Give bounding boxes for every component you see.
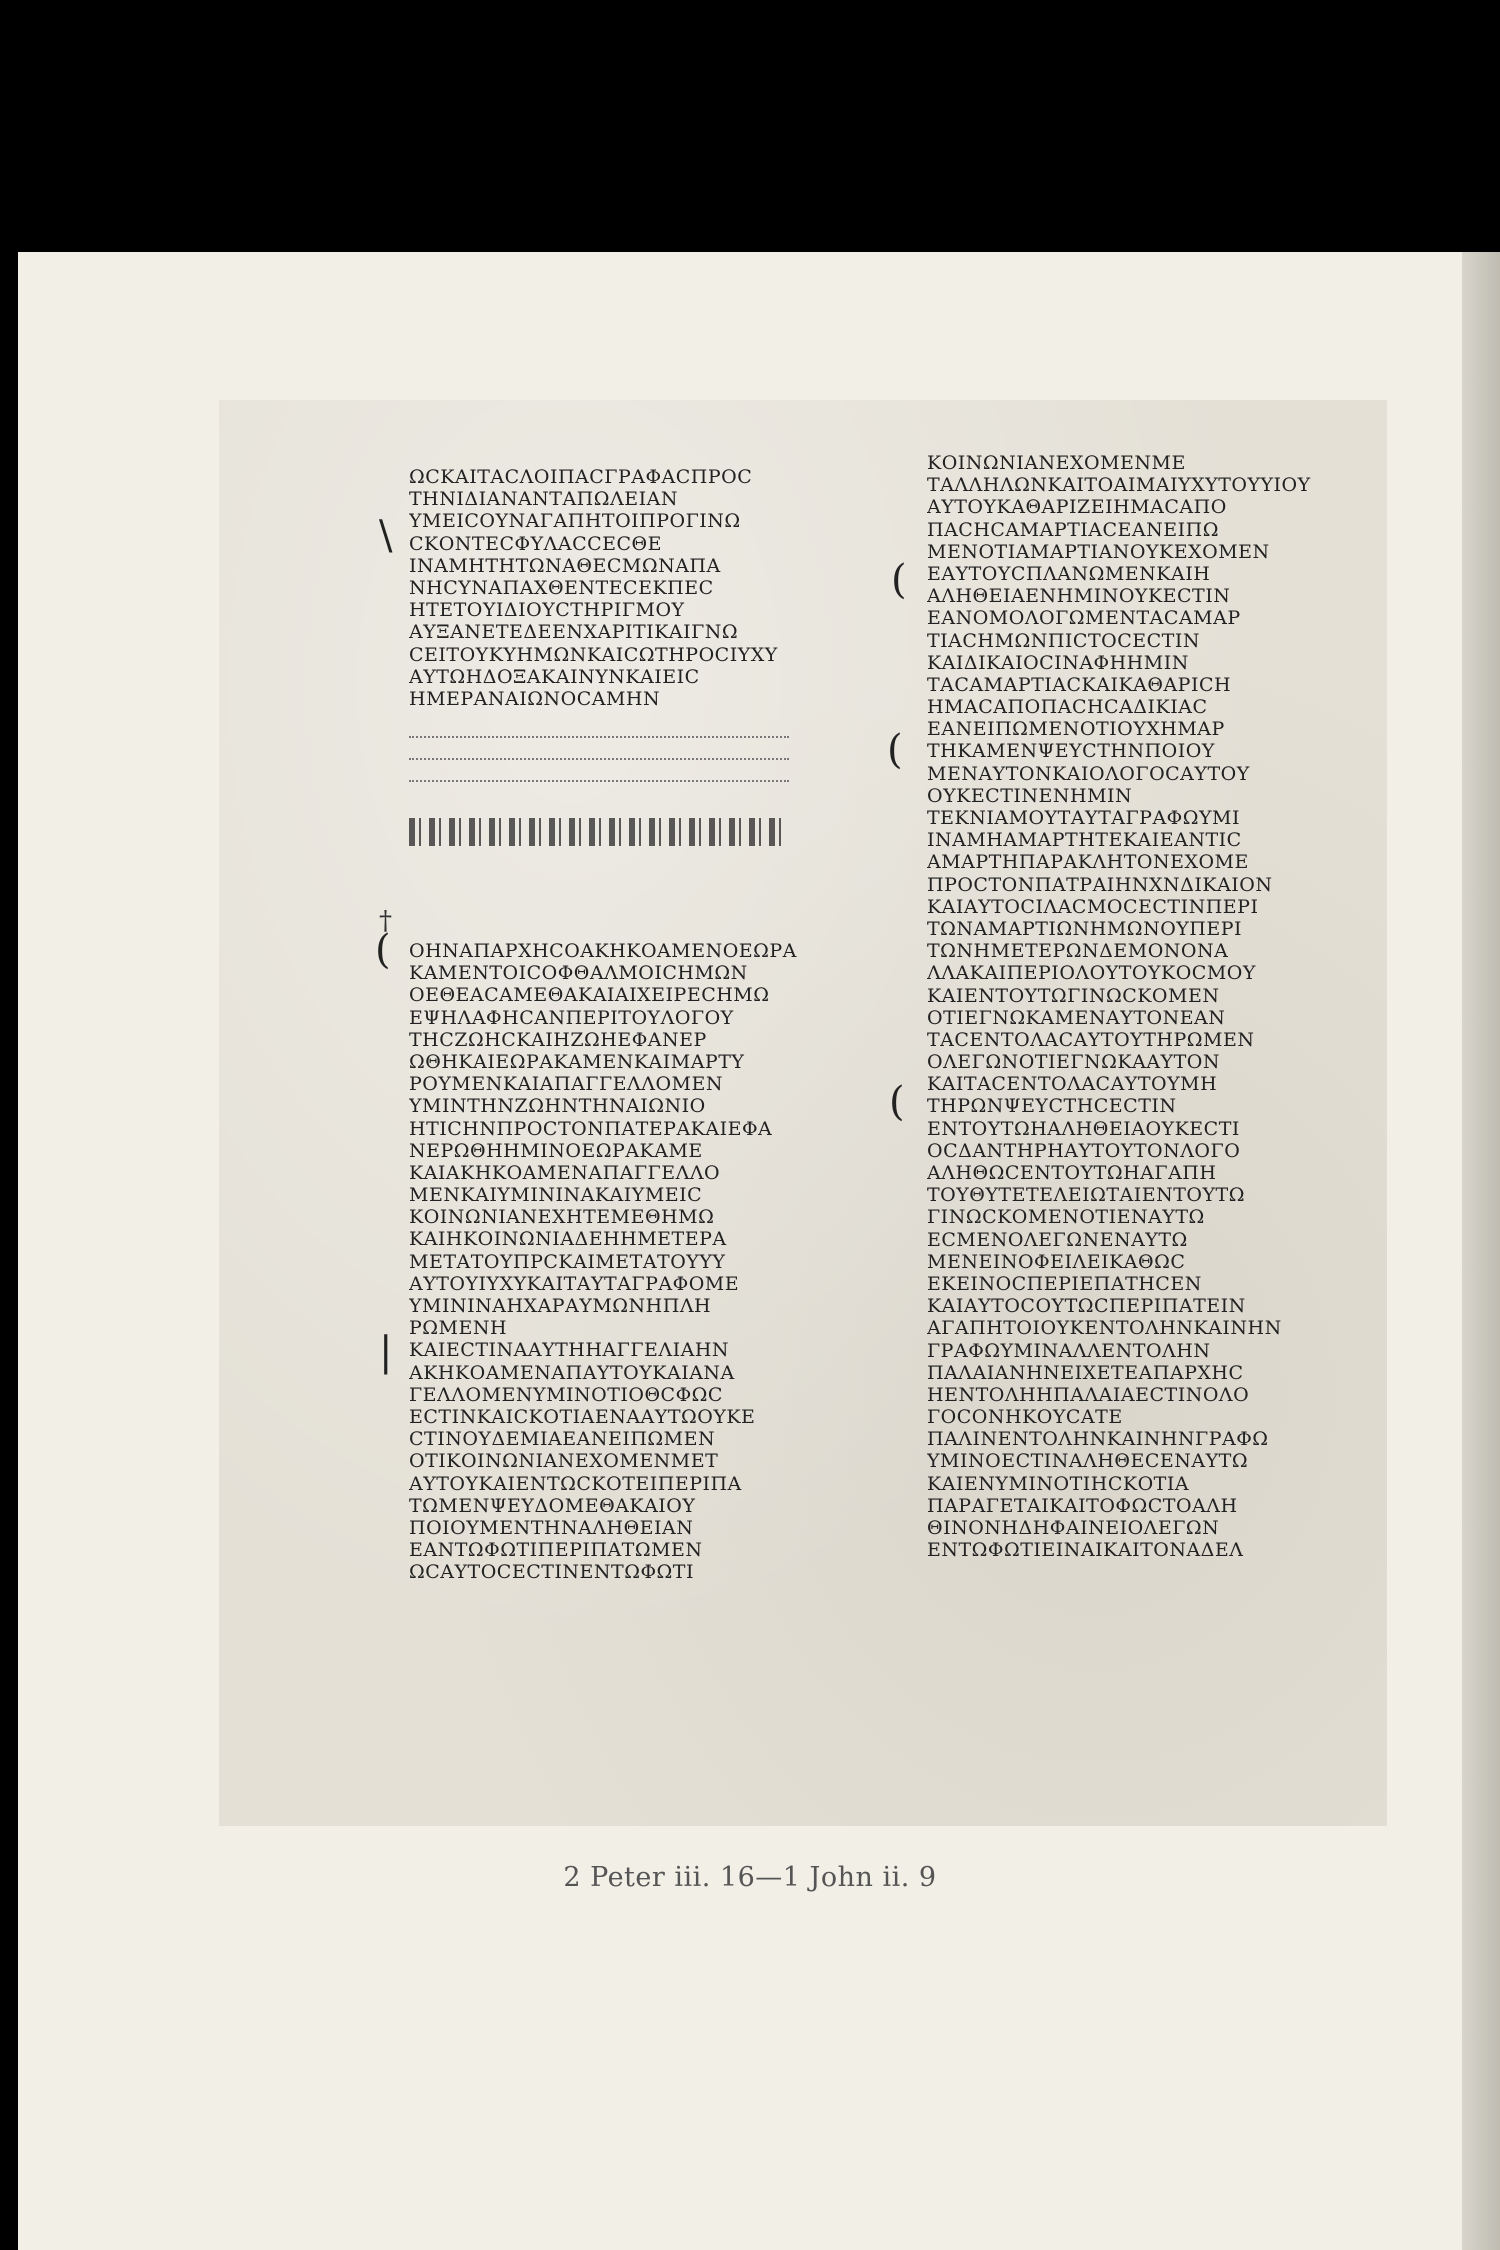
manuscript-line: ΕϹΤΙΝΚΑΙϹΚΟΤΙΑΕΝΑΑΥΤΩΟΥΚΕ bbox=[409, 1405, 756, 1428]
manuscript-line: ΝΗϹΥΝΑΠΑΧΘΕΝΤΕϹΕΚΠΕϹ bbox=[409, 576, 714, 599]
manuscript-line: ΗΜΑϹΑΠΟΠΑϹΗϹΑΔΙΚΙΑϹ bbox=[927, 696, 1208, 719]
initial-letter-e-right: ( bbox=[887, 727, 903, 773]
manuscript-line: ΟΛΕΓΩΝΟΤΙΕΓΝΩΚΑΑΥΤΟΝ bbox=[927, 1051, 1220, 1074]
manuscript-line: ΚΑΙΑΥΤΟϹΟΥΤΩϹΠΕΡΙΠΑΤΕΙΝ bbox=[927, 1295, 1246, 1318]
decorative-band bbox=[409, 818, 789, 846]
manuscript-line: ΠΑΛΑΙΑΝΗΝΕΙΧΕΤΕΑΠΑΡΧΗϹ bbox=[927, 1361, 1244, 1384]
manuscript-line: ΥΜΕΙϹΟΥΝΑΓΑΠΗΤΟΙΠΡΟΓΙΝΩ bbox=[409, 510, 741, 533]
manuscript-line: ΠΡΟϹΤΟΝΠΑΤΡΑΙΗΝΧΝΔΙΚΑΙΟΝ bbox=[927, 873, 1273, 896]
manuscript-line: ΤΑϹΑΜΑΡΤΙΑϹΚΑΙΚΑΘΑΡΙϹΗ bbox=[927, 673, 1232, 696]
manuscript-line: ΤΗΚΑΜΕΝΨΕΥϹΤΗΝΠΟΙΟΥ bbox=[927, 740, 1215, 763]
manuscript-line: ΕΑΥΤΟΥϹΠΛΑΝΩΜΕΝΚΑΙΗ bbox=[927, 562, 1211, 585]
manuscript-line: ΟΤΙΕΓΝΩΚΑΜΕΝΑΥΤΟΝΕΑΝ bbox=[927, 1006, 1226, 1029]
manuscript-line: ΚΑΙΕΝΥΜΙΝΟΤΙΗϹΚΟΤΙΑ bbox=[927, 1472, 1190, 1495]
manuscript-line: ΜΕΝΕΙΝΟΦΕΙΛΕΙΚΑΘΩϹ bbox=[927, 1250, 1186, 1273]
manuscript-line: ΤΙΑϹΗΜΩΝΠΙϹΤΟϹΕϹΤΙΝ bbox=[927, 629, 1200, 652]
manuscript-line: ΤΟΥΘΥΤΕΤΕΛΕΙΩΤΑΙΕΝΤΟΥΤΩ bbox=[927, 1184, 1245, 1207]
manuscript-line: ΚΟΙΝΩΝΙΑΝΕΧΟΜΕΝΜΕ bbox=[927, 452, 1186, 474]
manuscript-line: ΕΑΝΤΩΦΩΤΙΠΕΡΙΠΑΤΩΜΕΝ bbox=[409, 1539, 703, 1562]
manuscript-line: ϹΕΙΤΟΥΚΥΗΜΩΝΚΑΙϹΩΤΗΡΟϹΙΥΧΥ bbox=[409, 643, 778, 666]
manuscript-line: ΑΥΤΟΥΚΑΘΑΡΙΖΕΙΗΜΑϹΑΠΟ bbox=[927, 496, 1227, 519]
manuscript-line: ΡΟΥΜΕΝΚΑΙΑΠΑΓΓΕΛΛΟΜΕΝ bbox=[409, 1073, 723, 1096]
manuscript-line: ΤΗΝΙΔΙΑΝΑΝΤΑΠΩΛΕΙΑΝ bbox=[409, 488, 678, 511]
manuscript-line: ΕΨΗΛΑΦΗϹΑΝΠΕΡΙΤΟΥΛΟΓΟΥ bbox=[409, 1006, 734, 1029]
manuscript-line: ΚΑΙΑΚΗΚΟΑΜΕΝΑΠΑΓΓΕΛΛΟ bbox=[409, 1161, 721, 1184]
manuscript-line: ΕΑΝΟΜΟΛΟΓΩΜΕΝΤΑϹΑΜΑΡ bbox=[927, 607, 1241, 630]
manuscript-line: ΜΕΝΟΤΙΑΜΑΡΤΙΑΝΟΥΚΕΧΟΜΕΝ bbox=[927, 540, 1270, 563]
manuscript-line: ΩϹΚΑΙΤΑϹΛΟΙΠΑϹΓΡΑΦΑϹΠΡΟϹ bbox=[409, 466, 753, 488]
plate-caption: 2 Peter iii. 16—1 John ii. 9 bbox=[563, 1862, 937, 1893]
manuscript-line: ΑΥΤΩΗΔΟΞΑΚΑΙΝΥΝΚΑΙΕΙϹ bbox=[409, 665, 700, 688]
manuscript-line: ΚΑΙΗΚΟΙΝΩΝΙΑΔΕΗΗΜΕΤΕΡΑ bbox=[409, 1228, 727, 1251]
manuscript-line: ΕΝΤΩΦΩΤΙΕΙΝΑΙΚΑΙΤΟΝΑΔΕΛ bbox=[927, 1539, 1244, 1562]
accent-marks bbox=[409, 736, 789, 739]
manuscript-line: ΘΙΝΟΝΗΔΗΦΑΙΝΕΙΟΛΕΓΩΝ bbox=[927, 1517, 1220, 1539]
manuscript-line: ΥΜΙΝΤΗΝΖΩΗΝΤΗΝΑΙΩΝΙΟ bbox=[409, 1095, 706, 1118]
manuscript-line: ΗΕΝΤΟΛΗΗΠΑΛΑΙΑΕϹΤΙΝΟΛΟ bbox=[927, 1383, 1250, 1406]
manuscript-line: ΕϹΜΕΝΟΛΕΓΩΝΕΝΑΥΤΩ bbox=[927, 1228, 1188, 1251]
manuscript-line: ΟΗΝΑΠΑΡΧΗϹΟΑΚΗΚΟΑΜΕΝΟΕΩΡΑ bbox=[409, 940, 797, 962]
manuscript-line: ΑΥΤΟΥΙΥΧΥΚΑΙΤΑΥΤΑΓΡΑΦΟΜΕ bbox=[409, 1272, 740, 1295]
manuscript-line: ΠΑΛΙΝΕΝΤΟΛΗΝΚΑΙΝΗΝΓΡΑΦΩ bbox=[927, 1428, 1269, 1451]
manuscript-line: ΑΛΗΘΩϹΕΝΤΟΥΤΩΗΑΓΑΠΗ bbox=[927, 1162, 1217, 1184]
accent-marks bbox=[409, 780, 789, 783]
manuscript-line: ΟΥΚΕϹΤΙΝΕΝΗΜΙΝ bbox=[927, 784, 1133, 807]
manuscript-line: ΤΑΛΛΗΛΩΝΚΑΙΤΟΑΙΜΑΙΥΧΥΤΟΥΥΙΟΥ bbox=[927, 474, 1311, 497]
manuscript-line: ΑΜΑΡΤΗΠΑΡΑΚΛΗΤΟΝΕΧΟΜΕ bbox=[927, 851, 1249, 874]
manuscript-line: ΤΑϹΕΝΤΟΛΑϹΑΥΤΟΥΤΗΡΩΜΕΝ bbox=[927, 1028, 1255, 1051]
manuscript-line: ΜΕΤΑΤΟΥΠΡϹΚΑΙΜΕΤΑΤΟΥΥΥ bbox=[409, 1250, 726, 1273]
manuscript-line: ΩϹΑΥΤΟϹΕϹΤΙΝΕΝΤΩΦΩΤΙ bbox=[409, 1561, 694, 1584]
manuscript-line: ϹΚΟΝΤΕϹΦΥΛΑϹϹΕϹΘΕ bbox=[409, 532, 663, 555]
manuscript-line: ΠΑΡΑΓΕΤΑΙΚΑΙΤΟΦΩϹΤΟΑΛΗ bbox=[927, 1494, 1238, 1517]
manuscript-line: ΑΥΞΑΝΕΤΕΔΕΕΝΧΑΡΙΤΙΚΑΙΓΝΩ bbox=[409, 621, 739, 644]
manuscript-line: ΤΗϹΖΩΗϹΚΑΙΗΖΩΗΕΦΑΝΕΡ bbox=[409, 1028, 707, 1051]
initial-letter-o-right: ( bbox=[891, 557, 907, 603]
manuscript-line: ΑΥΤΟΥΚΑΙΕΝΤΩϹΚΟΤΕΙΠΕΡΙΠΑ bbox=[409, 1472, 742, 1495]
facing-page-edge bbox=[1462, 252, 1500, 2250]
initial-letter-k: | bbox=[379, 1329, 393, 1375]
manuscript-line: ΟϹΔΑΝΤΗΡΗΑΥΤΟΥΤΟΝΛΟΓΟ bbox=[927, 1139, 1241, 1162]
manuscript-line: ΑΚΗΚΟΑΜΕΝΑΠΑΥΤΟΥΚΑΙΑΝΑ bbox=[409, 1361, 735, 1384]
manuscript-line: ΕΝΤΟΥΤΩΗΑΛΗΘΕΙΑΟΥΚΕϹΤΙ bbox=[927, 1117, 1240, 1140]
manuscript-line: ΓΙΝΩϹΚΟΜΕΝΟΤΙΕΝΑΥΤΩ bbox=[927, 1206, 1205, 1229]
manuscript-line: ϹΤΙΝΟΥΔΕΜΙΑΕΑΝΕΙΠΩΜΕΝ bbox=[409, 1428, 716, 1451]
manuscript-line: ΗΤΕΤΟΥΙΔΙΟΥϹΤΗΡΙΓΜΟΥ bbox=[409, 599, 685, 622]
left-column-bottom bbox=[409, 940, 849, 1583]
manuscript-line: ΤΗΡΩΝΨΕΥϹΤΗϹΕϹΤΙΝ bbox=[927, 1095, 1177, 1118]
manuscript-line: ΓΡΑΦΩΥΜΙΝΑΛΛΕΝΤΟΛΗΝ bbox=[927, 1339, 1211, 1362]
manuscript-line: ΓΕΛΛΟΜΕΝΥΜΙΝΟΤΙΟΘϹΦΩϹ bbox=[409, 1383, 723, 1406]
manuscript-line: ΠΑϹΗϹΑΜΑΡΤΙΑϹΕΑΝΕΙΠΩ bbox=[927, 518, 1219, 541]
manuscript-line: ΚΟΙΝΩΝΙΑΝΕΧΗΤΕΜΕΘΗΜΩ bbox=[409, 1206, 715, 1229]
manuscript-line: ΚΑΙΕΝΤΟΥΤΩΓΙΝΩϹΚΟΜΕΝ bbox=[927, 984, 1220, 1007]
manuscript-line: ΕΚΕΙΝΟϹΠΕΡΙΕΠΑΤΗϹΕΝ bbox=[927, 1272, 1202, 1295]
manuscript-line: ΡΩΜΕΝΗ bbox=[409, 1317, 508, 1340]
manuscript-line: ΥΜΙΝΟΕϹΤΙΝΑΛΗΘΕϹΕΝΑΥΤΩ bbox=[927, 1450, 1249, 1473]
manuscript-line: ΕΑΝΕΙΠΩΜΕΝΟΤΙΟΥΧΗΜΑΡ bbox=[927, 718, 1225, 741]
manuscript-line: ΤΩΝΑΜΑΡΤΙΩΝΗΜΩΝΟΥΠΕΡΙ bbox=[927, 917, 1243, 940]
manuscript-line: ΓΟϹΟΝΗΚΟΥϹΑΤΕ bbox=[927, 1406, 1123, 1429]
manuscript-line: ΚΑΙΔΙΚΑΙΟϹΙΝΑΦΗΗΜΙΝ bbox=[927, 651, 1189, 674]
manuscript-line: ΙΝΑΜΗΑΜΑΡΤΗΤΕΚΑΙΕΑΝΤΙϹ bbox=[927, 829, 1242, 852]
manuscript-plate bbox=[219, 400, 1387, 1826]
manuscript-line: ΑΛΗΘΕΙΑΕΝΗΜΙΝΟΥΚΕϹΤΙΝ bbox=[927, 585, 1231, 608]
manuscript-line: ΤΩΝΗΜΕΤΕΡΩΝΔΕΜΟΝΟΝΑ bbox=[927, 940, 1229, 963]
manuscript-line: ΤΕΚΝΙΑΜΟΥΤΑΥΤΑΓΡΑΦΩΥΜΙ bbox=[927, 807, 1241, 829]
manuscript-line: ΜΕΝΚΑΙΥΜΙΝΙΝΑΚΑΙΥΜΕΙϹ bbox=[409, 1184, 703, 1207]
initial-letter-o-right-2: ( bbox=[889, 1079, 905, 1125]
initial-letter-o: ( bbox=[375, 927, 391, 973]
manuscript-line: ΚΑΜΕΝΤΟΙϹΟΦΘΑΛΜΟΙϹΗΜΩΝ bbox=[409, 962, 748, 985]
left-column-top bbox=[409, 466, 849, 710]
manuscript-line: ΠΟΙΟΥΜΕΝΤΗΝΑΛΗΘΕΙΑΝ bbox=[409, 1516, 694, 1539]
manuscript-line: ΥΜΙΝΙΝΑΗΧΑΡΑΥΜΩΝΗΠΛΗ bbox=[409, 1295, 712, 1317]
manuscript-line: ΤΩΜΕΝΨΕΥΔΟΜΕΘΑΚΑΙΟΥ bbox=[409, 1494, 696, 1517]
manuscript-line: ΝΕΡΩΘΗΗΜΙΝΟΕΩΡΑΚΑΜΕ bbox=[409, 1139, 703, 1162]
manuscript-line: ΛΛΑΚΑΙΠΕΡΙΟΛΟΥΤΟΥΚΟϹΜΟΥ bbox=[927, 962, 1256, 985]
manuscript-line: ΩΘΗΚΑΙΕΩΡΑΚΑΜΕΝΚΑΙΜΑΡΤΥ bbox=[409, 1050, 745, 1073]
manuscript-line: ΚΑΙΑΥΤΟϹΙΛΑϹΜΟϹΕϹΤΙΝΠΕΡΙ bbox=[927, 895, 1259, 918]
manuscript-line: ΟΤΙΚΟΙΝΩΝΙΑΝΕΧΟΜΕΝΜΕΤ bbox=[409, 1450, 719, 1473]
accent-marks bbox=[409, 758, 789, 761]
cross-mark-icon: † bbox=[379, 906, 392, 936]
initial-letter-y: \ bbox=[379, 513, 393, 559]
manuscript-line: ΗΜΕΡΑΝΑΙΩΝΟϹΑΜΗΝ bbox=[409, 687, 661, 710]
manuscript-line: ΙΝΑΜΗΤΗΤΩΝΑΘΕϹΜΩΝΑΠΑ bbox=[409, 554, 721, 577]
manuscript-line: ΚΑΙΕϹΤΙΝΑΑΥΤΗΗΑΓΓΕΛΙΑΗΝ bbox=[409, 1339, 730, 1362]
right-column bbox=[927, 452, 1377, 1561]
manuscript-line: ΜΕΝΑΥΤΟΝΚΑΙΟΛΟΓΟϹΑΥΤΟΥ bbox=[927, 762, 1250, 785]
manuscript-line: ΗΤΙϹΗΝΠΡΟϹΤΟΝΠΑΤΕΡΑΚΑΙΕΦΑ bbox=[409, 1117, 773, 1140]
manuscript-line: ΚΑΙΤΑϹΕΝΤΟΛΑϹΑΥΤΟΥΜΗ bbox=[927, 1073, 1218, 1096]
manuscript-line: ΟΕΘΕΑϹΑΜΕΘΑΚΑΙΑΙΧΕΙΡΕϹΗΜΩ bbox=[409, 984, 770, 1007]
manuscript-line: ΑΓΑΠΗΤΟΙΟΥΚΕΝΤΟΛΗΝΚΑΙΝΗΝ bbox=[927, 1317, 1282, 1340]
